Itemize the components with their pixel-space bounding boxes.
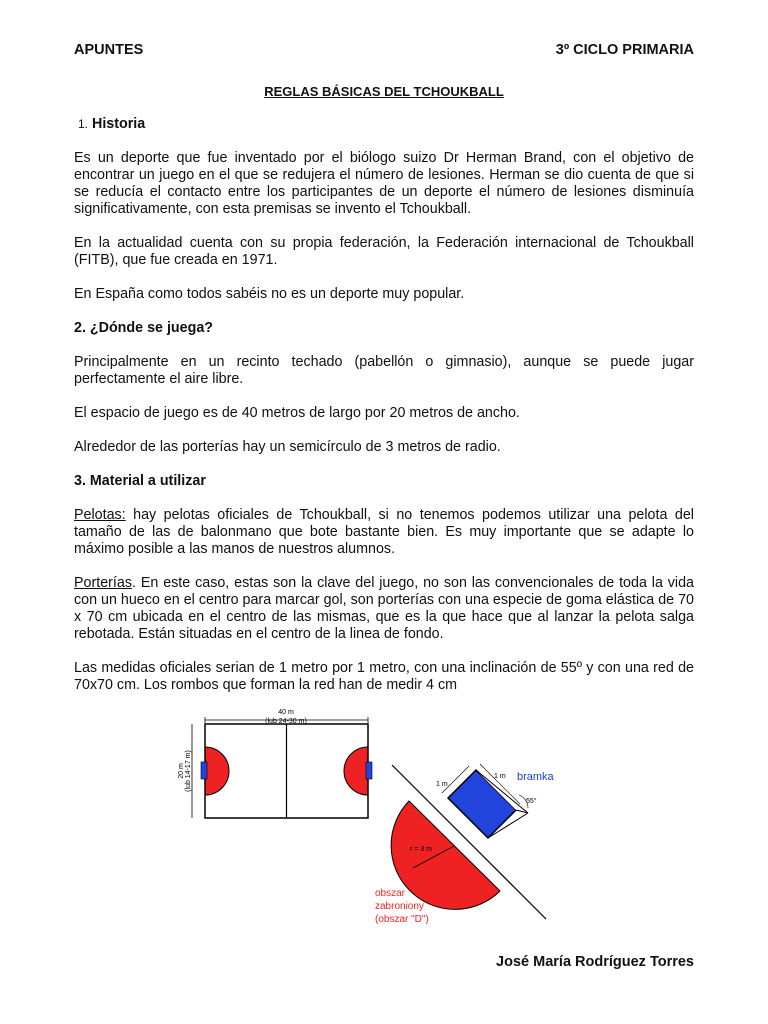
- goal-frame-right: [366, 762, 372, 779]
- angle-label: 55°: [526, 798, 537, 805]
- zone-label-line1: obszar: [375, 888, 406, 899]
- goal-frame: [448, 770, 516, 838]
- paragraph-porterias: [74, 575, 694, 643]
- court-width-label: 20 m: [178, 763, 185, 779]
- radius-label: r = 3 m: [410, 846, 432, 853]
- paragraph-pelotas: [74, 507, 694, 558]
- header-left: APUNTES: [74, 42, 144, 58]
- paragraph: En la actualidad cuenta con su propia federación, la Federación internacional de Tchoukball (FITB), que fue creada en 1971.: [74, 235, 694, 268]
- zone-label-line2: zabroniony: [375, 901, 424, 912]
- section-number: 1.: [78, 117, 89, 131]
- goal-frame-left: [201, 762, 207, 779]
- court-width-sub-label: (lub 14-17 m): [185, 750, 192, 792]
- frame-dimension-a: 1 m: [436, 781, 448, 788]
- section-heading-donde: 2. ¿Dónde se juega?: [74, 320, 214, 336]
- section-title: Historia: [92, 116, 146, 132]
- paragraph: En España como todos sabéis no es un deporte muy popular.: [74, 286, 465, 302]
- author-signature: José María Rodríguez Torres: [496, 954, 694, 970]
- section-heading-historia: [74, 116, 694, 133]
- porterias-text: . En este caso, estas son la clave del juego, no son las convencionales de toda la vida con un hueco en el centro para marcar gol, son porterías con una especie de goma elástica de 70 x 70 cm ubicada en el centro de las mismas, que es la que hace que al lanzar la pelota salga rebotada. Están situadas en el centro de la linea de fondo.: [74, 575, 694, 642]
- frame-label: bramka: [517, 771, 554, 783]
- pelotas-text: hay pelotas oficiales de Tchoukball, si no tenemos podemos utilizar una pelota del tamaño de las de balonmano que bote bastante bien. Es muy importante que se adapte lo máximo posible a las manos de nuestros alumnos.: [74, 507, 694, 557]
- zone-label-line3: (obszar "D"): [375, 914, 429, 925]
- paragraph: Principalmente en un recinto techado (pabellón o gimnasio), aunque se puede jugar perfectamente el aire libre.: [74, 354, 694, 387]
- paragraph: Es un deporte que fue inventado por el biólogo suizo Dr Herman Brand, con el objetivo de encontrar un juego en el que se redujera el número de lesiones. Herman se dio cuenta de que si se reducía el contacto entre los participantes de un deporte el número de lesiones disminuía significativamente, con esta premisas se invento el Tchoukball.: [74, 150, 694, 217]
- document-body: [74, 116, 694, 694]
- goal-zone-left: [205, 747, 229, 795]
- court-plan: [178, 709, 372, 818]
- goal-detail: [375, 764, 555, 925]
- paragraph: El espacio de juego es de 40 metros de largo por 20 metros de ancho.: [74, 405, 520, 421]
- paragraph: Las medidas oficiales serian de 1 metro por 1 metro, con una inclinación de 55º y con una red de 70x70 cm. Los rombos que forman la red han de medir 4 cm: [74, 660, 694, 693]
- section-heading-material: 3. Material a utilizar: [74, 473, 206, 489]
- document-title: REGLAS BÁSICAS DEL TCHOUKBALL: [264, 84, 504, 99]
- paragraph: Alrededor de las porterías hay un semicírculo de 3 metros de radio.: [74, 439, 501, 455]
- court-diagram: [170, 700, 570, 930]
- frame-dimension-b: 1 m: [494, 773, 506, 780]
- porterias-label: Porterías: [74, 575, 133, 591]
- pelotas-label: Pelotas:: [74, 507, 126, 523]
- court-length-label: 40 m: [278, 709, 294, 716]
- goal-zone-right: [344, 747, 368, 795]
- court-length-sub-label: (lub 24-30 m): [265, 718, 307, 725]
- header-right: 3º CICLO PRIMARIA: [555, 42, 694, 58]
